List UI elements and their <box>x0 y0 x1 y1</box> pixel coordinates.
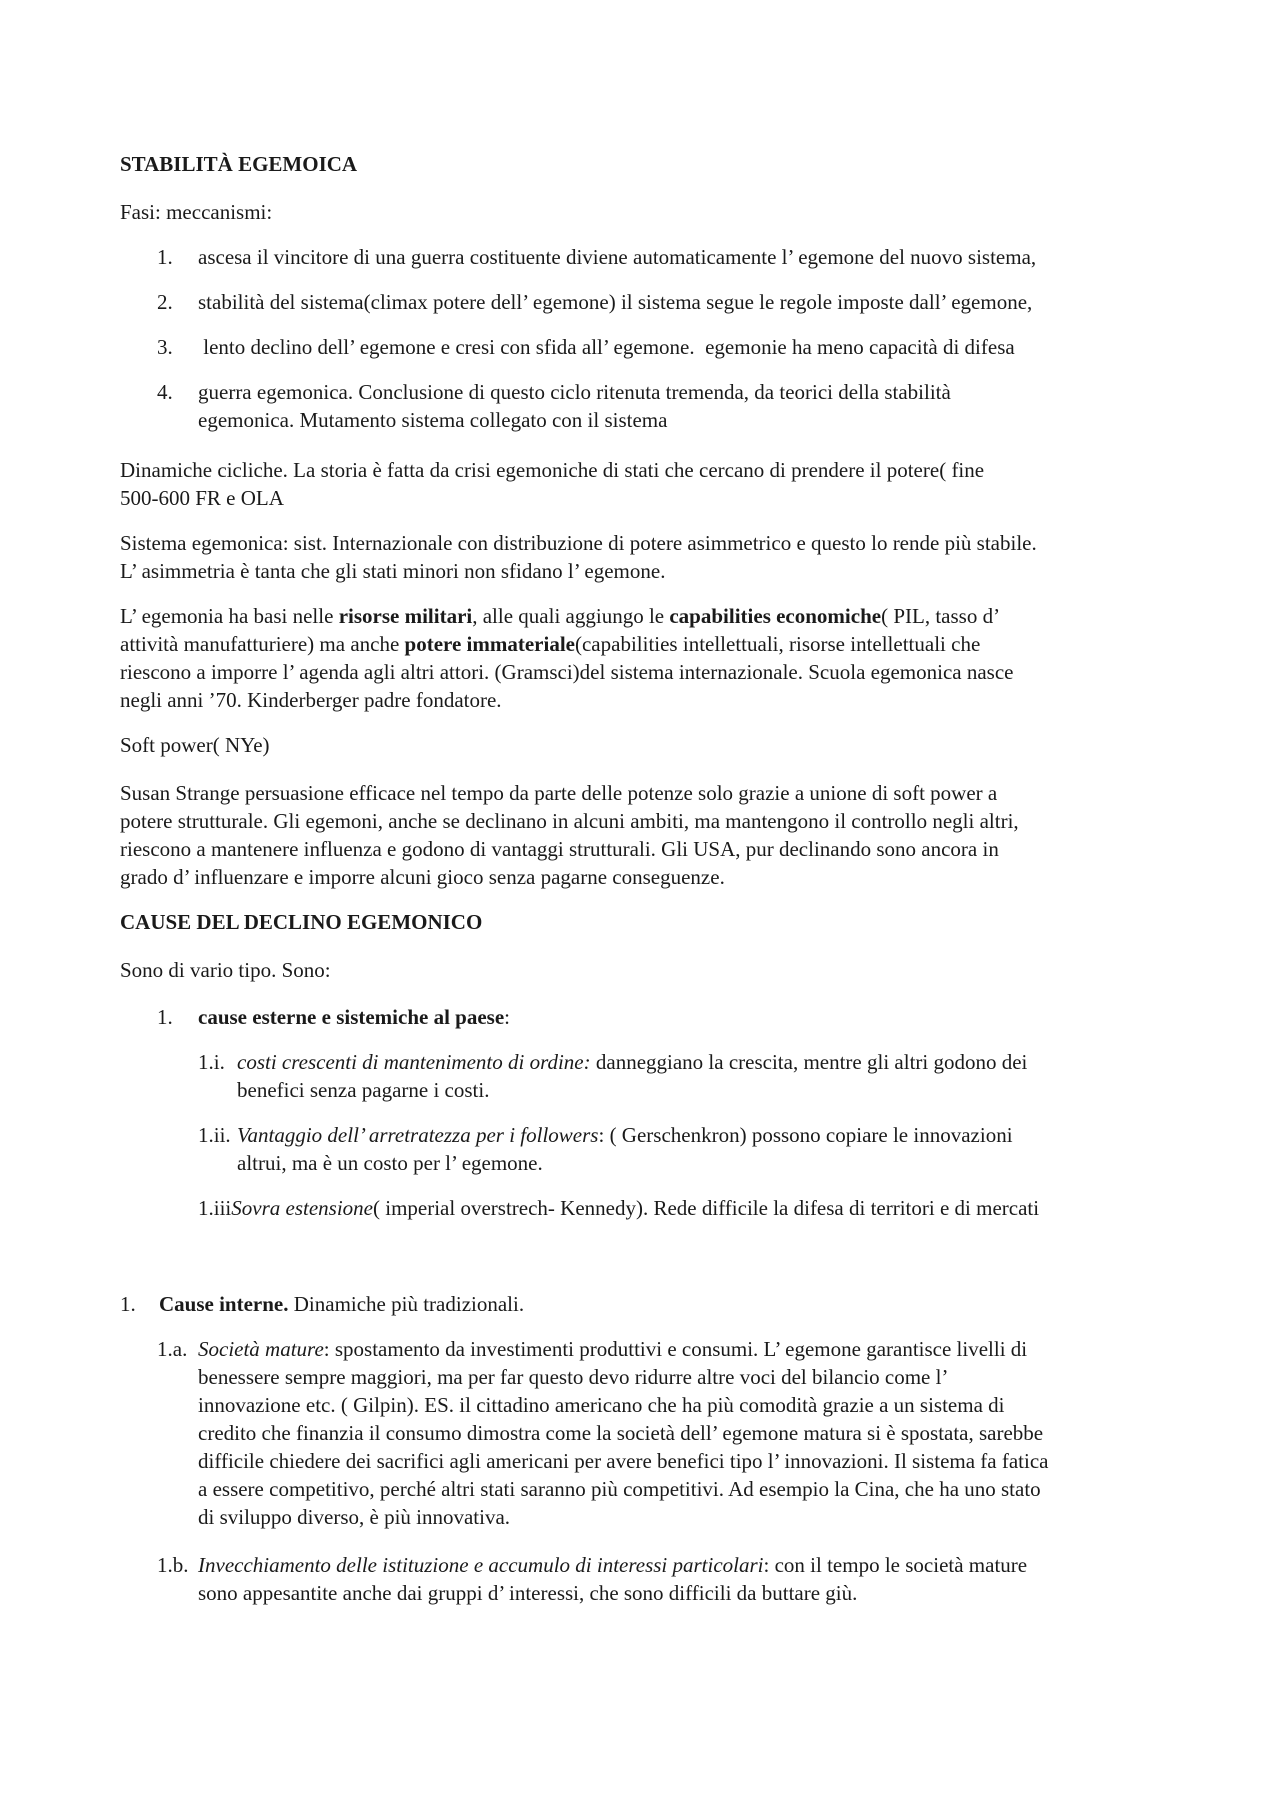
text-run: : spostamento da investimenti produttivi e consumi. L’ egemone garantisce livelli di <box>323 1337 1028 1361</box>
list-text: innovazione etc. ( Gilpin). ES. il cittadino americano che ha più comodità grazie a un sistema di <box>198 1393 1005 1417</box>
list-text: lento declino dell’ egemone e cresi con sfida all’ egemone. egemonie ha meno capacità di difesa <box>198 335 1015 359</box>
paragraph-line <box>120 630 980 658</box>
list-number: 1.iii <box>198 1196 232 1220</box>
italic-term: Sovra estensione <box>231 1196 373 1220</box>
list-text <box>159 1290 524 1318</box>
list-number: 2. <box>157 290 173 314</box>
list-text <box>237 1121 1013 1149</box>
list-text: credito che finanzia il consumo dimostra come la società dell’ egemone matura si è spostata, sarebbe <box>198 1421 1044 1445</box>
text-run: attività manufatturiere) ma anche <box>120 632 405 656</box>
paragraph-line: Soft power( NYe) <box>120 733 270 757</box>
list-text: benessere sempre maggiori, ma per far questo devo ridurre altre voci del bilancio come l’ <box>198 1365 949 1389</box>
list-number: 1. <box>120 1292 136 1316</box>
list-text: egemonica. Mutamento sistema collegato con il sistema <box>198 408 668 432</box>
list-text <box>198 1335 1027 1363</box>
bold-term: Cause interne. <box>159 1292 289 1316</box>
text-run: (capabilities intellettuali, risorse intellettuali che <box>574 632 981 656</box>
list-text: guerra egemonica. Conclusione di questo ciclo ritenuta tremenda, da teorici della stabilità <box>198 380 951 404</box>
list-text <box>198 1003 510 1031</box>
list-number: 1.a. <box>157 1337 188 1361</box>
bold-term: risorse militari <box>338 604 473 628</box>
paragraph-line <box>120 602 1000 630</box>
list-number: 1.ii. <box>198 1123 231 1147</box>
italic-term: Invecchiamento delle istituzione e accumulo di interessi particolari <box>198 1553 764 1577</box>
text-run: danneggiano la crescita, mentre gli altri godono dei <box>590 1050 1028 1074</box>
text-run: : <box>504 1005 511 1029</box>
paragraph-line: potere strutturale. Gli egemoni, anche se declinano in alcuni ambiti, ma mantengono il controllo negli altri, <box>120 809 1019 833</box>
italic-term: Società mature <box>198 1337 324 1361</box>
paragraph-line: grado d’ influenzare e imporre alcuni gioco senza pagarne conseguenze. <box>120 865 725 889</box>
italic-term: Vantaggio dell’ arretratezza per i followers <box>237 1123 599 1147</box>
paragraph-line: Dinamiche cicliche. La storia è fatta da crisi egemoniche di stati che cercano di prendere il potere( fine <box>120 458 985 482</box>
list-text: ascesa il vincitore di una guerra costituente diviene automaticamente l’ egemone del nuovo sistema, <box>198 245 1037 269</box>
italic-term: costi crescenti di mantenimento di ordine: <box>237 1050 591 1074</box>
list-text: stabilità del sistema(climax potere dell’ egemone) il sistema segue le regole imposte dall’ egemone, <box>198 290 1033 314</box>
fasi-label: Fasi: meccanismi: <box>120 200 273 224</box>
list-text: sono appesantite anche dai gruppi d’ interessi, che sono difficili da buttare giù. <box>198 1581 858 1605</box>
text-run: : con il tempo le società mature <box>763 1553 1028 1577</box>
list-text: altrui, ma è un costo per l’ egemone. <box>237 1151 543 1175</box>
list-text: benefici senza pagarne i costi. <box>237 1078 490 1102</box>
bold-term: potere immateriale <box>404 632 575 656</box>
paragraph-line: 500-600 FR e OLA <box>120 486 284 510</box>
paragraph-line: riescono a mantenere influenza e godono di vantaggi strutturali. Gli USA, pur declinando sono ancora in <box>120 837 999 861</box>
paragraph-line: Sono di vario tipo. Sono: <box>120 958 331 982</box>
list-text: di sviluppo diverso, è più innovativa. <box>198 1505 511 1529</box>
paragraph-line: negli anni ’70. Kinderberger padre fondatore. <box>120 688 502 712</box>
paragraph-line: Sistema egemonica: sist. Internazionale con distribuzione di potere asimmetrico e questo lo rende più stabile. <box>120 531 1037 555</box>
list-number: 4. <box>157 380 173 404</box>
text-run: ( imperial overstrech- Kennedy). Rede difficile la difesa di territori e di mercati <box>373 1196 1040 1220</box>
list-number: 1. <box>157 1005 173 1029</box>
bold-term: capabilities economiche <box>669 604 882 628</box>
section-heading: CAUSE DEL DECLINO EGEMONICO <box>120 910 483 934</box>
list-text <box>237 1048 1027 1076</box>
text-run: L’ egemonia ha basi nelle <box>120 604 339 628</box>
list-text: difficile chiedere dei sacrifici agli americani per avere benefici tipo l’ innovazioni. Il sistema fa fatica <box>198 1449 1049 1473</box>
list-number: 1. <box>157 245 173 269</box>
list-number: 3. <box>157 335 173 359</box>
text-run: , alle quali aggiungo le <box>472 604 670 628</box>
list-text <box>198 1551 1027 1579</box>
list-number: 1.i. <box>198 1050 225 1074</box>
bold-term: cause esterne e sistemiche al paese <box>198 1005 505 1029</box>
text-run: ( PIL, tasso d’ <box>881 604 1001 628</box>
paragraph-line: riescono a imporre l’ agenda agli altri attori. (Gramsci)del sistema internazionale. Scuola egemonica nasce <box>120 660 1014 684</box>
text-run: : ( Gerschenkron) possono copiare le innovazioni <box>598 1123 1013 1147</box>
list-text: a essere competitivo, perché altri stati saranno più competitivi. Ad esempio la Cina, che ha uno stato <box>198 1477 1041 1501</box>
list-text <box>198 1194 1039 1222</box>
text-run: Dinamiche più tradizionali. <box>288 1292 525 1316</box>
paragraph-line: L’ asimmetria è tanta che gli stati minori non sfidano l’ egemone. <box>120 559 666 583</box>
document-title: STABILITÀ EGEMOICA <box>120 152 358 176</box>
list-number: 1.b. <box>157 1553 189 1577</box>
paragraph-line: Susan Strange persuasione efficace nel tempo da parte delle potenze solo grazie a unione di soft power a <box>120 781 998 805</box>
